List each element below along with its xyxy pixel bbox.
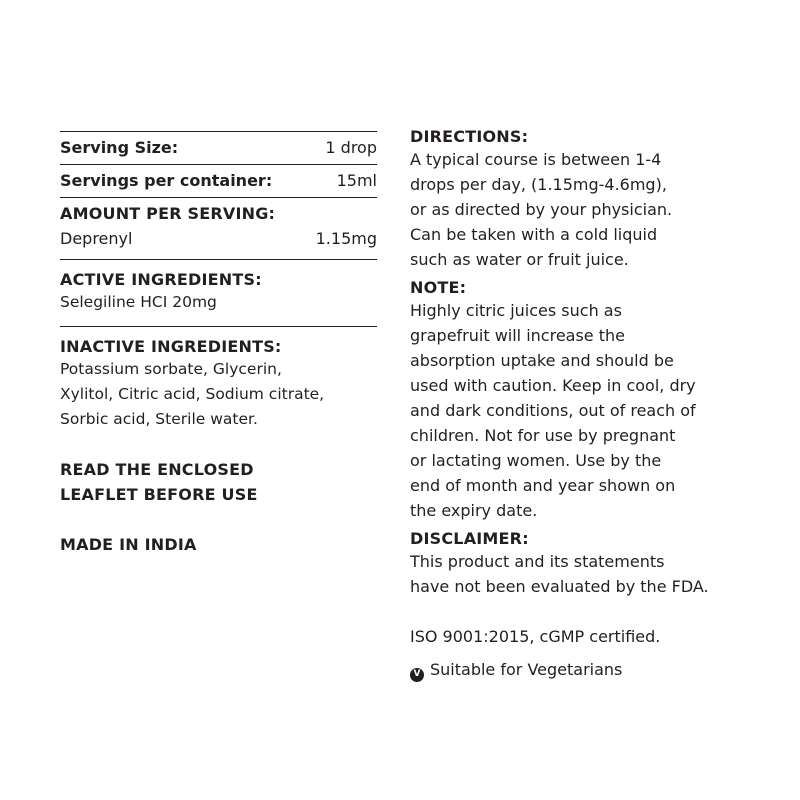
inactive-line: Potassium sorbate, Glycerin, (60, 360, 282, 378)
directions-panel (410, 127, 750, 682)
nutrition-panel (60, 131, 377, 557)
amount-heading: AMOUNT PER SERVING: (60, 204, 276, 223)
inactive-section (60, 327, 377, 432)
ingredient-name: Deprenyl (60, 229, 133, 248)
serving-size-label: Serving Size: (60, 138, 179, 157)
certification-text: ISO 9001:2015, cGMP certified. (410, 627, 661, 646)
leaflet-notice (60, 457, 377, 507)
inactive-heading: INACTIVE INGREDIENTS: (60, 337, 282, 356)
note-line: end of month and year shown on (410, 476, 676, 495)
leaflet-line: LEAFLET BEFORE USE (60, 485, 258, 504)
inactive-line: Xylitol, Citric acid, Sodium citrate, (60, 385, 325, 403)
directions-line: or as directed by your physician. (410, 200, 673, 219)
servings-label: Servings per container: (60, 171, 273, 190)
note-line: children. Not for use by pregnant (410, 426, 676, 445)
servings-row (60, 165, 377, 197)
vegetarian-v-icon: V (410, 668, 424, 682)
vegetarian-row (410, 657, 750, 682)
serving-size-row (60, 132, 377, 164)
disclaimer-section (410, 529, 750, 599)
leaflet-line: READ THE ENCLOSED (60, 460, 254, 479)
disclaimer-line: This product and its statements (410, 552, 665, 571)
directions-line: such as water or fruit juice. (410, 250, 629, 269)
serving-size-value: 1 drop (325, 138, 377, 157)
note-line: grapefruit will increase the (410, 326, 625, 345)
amount-section (60, 198, 377, 254)
inactive-line: Sorbic acid, Sterile water. (60, 410, 258, 428)
note-line: and dark conditions, out of reach of (410, 401, 696, 420)
directions-heading: DIRECTIONS: (410, 127, 529, 146)
active-heading: ACTIVE INGREDIENTS: (60, 270, 262, 289)
disclaimer-line: have not been evaluated by the FDA. (410, 577, 709, 596)
directions-section (410, 127, 750, 272)
note-line: used with caution. Keep in cool, dry (410, 376, 696, 395)
note-line: absorption uptake and should be (410, 351, 674, 370)
ingredient-amount: 1.15mg (315, 229, 377, 248)
directions-line: drops per day, (1.15mg-4.6mg), (410, 175, 667, 194)
ingredient-row (60, 224, 377, 254)
disclaimer-heading: DISCLAIMER: (410, 529, 529, 548)
note-line: Highly citric juices such as (410, 301, 622, 320)
active-section (60, 260, 377, 326)
note-heading: NOTE: (410, 278, 467, 297)
note-section (410, 278, 750, 523)
directions-line: A typical course is between 1-4 (410, 150, 662, 169)
note-line: the expiry date. (410, 501, 538, 520)
vegetarian-label: Suitable for Vegetarians (430, 660, 623, 679)
servings-value: 15ml (336, 171, 377, 190)
directions-line: Can be taken with a cold liquid (410, 225, 658, 244)
made-in-label: MADE IN INDIA (60, 535, 197, 554)
note-line: or lactating women. Use by the (410, 451, 662, 470)
active-text: Selegiline HCI 20mg (60, 293, 217, 311)
